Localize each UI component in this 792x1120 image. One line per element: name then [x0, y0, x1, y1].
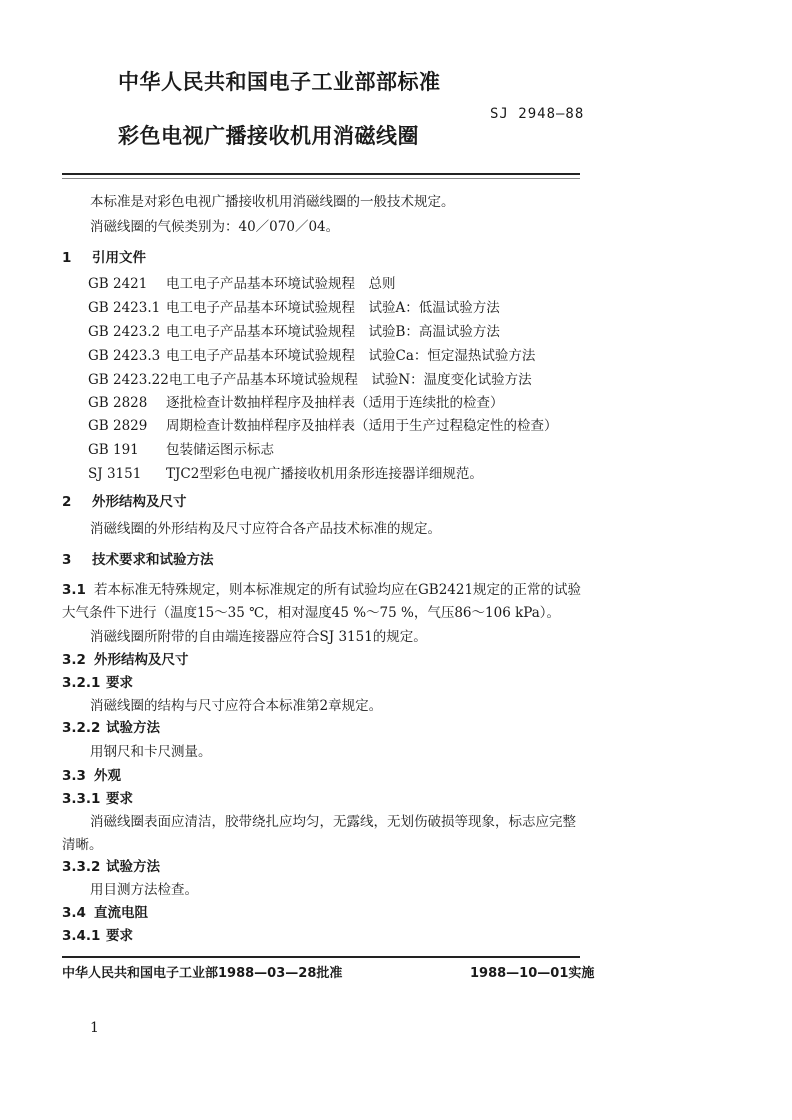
clause-number: 3.2.2	[62, 720, 101, 736]
reference-item	[88, 368, 532, 388]
reference-title: 逐批检查计数抽样程序及抽样表（适用于连续批的检查）	[166, 395, 504, 411]
reference-title: 电工电子产品基本环境试验规程 试验A：低温试验方法	[166, 300, 500, 316]
section-number: 2	[62, 494, 72, 510]
clause-3-4-1-heading	[62, 924, 133, 944]
reference-item	[88, 391, 504, 411]
header-rule-thin	[62, 178, 580, 179]
clause-text: 若本标准无特殊规定，则本标准规定的所有试验均应在GB2421规定的正常的试验	[94, 582, 582, 598]
clause-number: 3.4	[62, 905, 86, 921]
reference-item	[88, 296, 500, 316]
clause-number: 3.3.1	[62, 791, 101, 807]
clause-number: 3.4.1	[62, 928, 101, 944]
reference-code: GB 2423.22	[88, 372, 169, 388]
section-title: 外形结构及尺寸	[92, 494, 187, 510]
document-title: 彩色电视广播接收机用消磁线圈	[118, 124, 419, 148]
clause-3-4-heading	[62, 901, 148, 921]
reference-title: 电工电子产品基本环境试验规程 试验Ca：恒定湿热试验方法	[166, 348, 536, 364]
clause-3-2-1-heading	[62, 671, 133, 691]
section-2-text: 消磁线圈的外形结构及尺寸应符合各产品技术标准的规定。	[90, 521, 441, 537]
standard-number: SJ 2948—88	[490, 106, 585, 122]
clause-3-3-2-heading	[62, 855, 160, 875]
reference-title: 包装储运图示标志	[166, 442, 274, 458]
section-1-heading	[62, 246, 146, 266]
reference-code: SJ 3151	[88, 466, 142, 482]
approval-statement: 中华人民共和国电子工业部1988—03—28批准	[62, 966, 343, 981]
section-number: 3	[62, 552, 72, 568]
reference-item	[88, 462, 483, 482]
reference-code: GB 191	[88, 442, 139, 458]
section-title: 技术要求和试验方法	[92, 552, 214, 568]
clause-title: 试验方法	[106, 720, 160, 736]
reference-code: GB 2423.2	[88, 324, 161, 340]
clause-number: 3.1	[62, 582, 86, 598]
intro-line-2: 消磁线圈的气候类别为：40／070／04。	[90, 219, 340, 235]
reference-item	[88, 320, 500, 340]
reference-title: 周期检查计数抽样程序及抽样表（适用于生产过程稳定性的检查）	[166, 418, 558, 434]
reference-item	[88, 272, 396, 292]
clause-number: 3.3.2	[62, 859, 101, 875]
clause-3-3-1-line-1: 消磁线圈表面应清洁，胶带绕扎应均匀，无露线，无划伤破损等现象，标志应完整	[90, 814, 576, 830]
clause-3-2-2-text: 用钢尺和卡尺测量。	[90, 744, 212, 760]
clause-3-1-line-3: 消磁线圈所附带的自由端连接器应符合SJ 3151的规定。	[90, 629, 427, 645]
clause-3-3-heading	[62, 764, 121, 784]
section-title: 引用文件	[92, 250, 146, 266]
clause-3-2-1-text: 消磁线圈的结构与尺寸应符合本标准第2章规定。	[90, 698, 383, 714]
clause-title: 直流电阻	[94, 905, 148, 921]
reference-code: GB 2423.1	[88, 300, 161, 316]
clause-title: 试验方法	[106, 859, 160, 875]
clause-3-2-2-heading	[62, 716, 160, 736]
footer-rule	[62, 956, 580, 958]
reference-title: TJC2型彩色电视广播接收机用条形连接器详细规范。	[166, 466, 483, 482]
header-rule-thick	[62, 173, 580, 175]
reference-code: GB 2421	[88, 276, 148, 292]
reference-item	[88, 344, 535, 364]
clause-3-3-1-heading	[62, 787, 133, 807]
clause-3-1-line-2: 大气条件下进行（温度15～35 ℃，相对湿度45 %～75 %，气压86～106 kPa）。	[62, 605, 561, 621]
clause-3-1-line-1	[62, 578, 581, 598]
effective-date: 1988—10—01实施	[470, 966, 595, 981]
reference-item	[88, 414, 558, 434]
reference-code: GB 2829	[88, 418, 148, 434]
section-number: 1	[62, 250, 72, 266]
reference-item	[88, 438, 274, 458]
clause-title: 要求	[106, 928, 133, 944]
clause-number: 3.2.1	[62, 675, 101, 691]
clause-3-3-1-line-2: 清晰。	[62, 837, 103, 853]
reference-code: GB 2828	[88, 395, 148, 411]
clause-3-2-heading	[62, 648, 189, 668]
clause-title: 外观	[94, 768, 121, 784]
clause-number: 3.3	[62, 768, 86, 784]
clause-title: 要求	[106, 791, 133, 807]
section-3-heading	[62, 548, 214, 568]
issuing-organization: 中华人民共和国电子工业部部标准	[118, 70, 441, 94]
clause-number: 3.2	[62, 652, 86, 668]
intro-line-1: 本标准是对彩色电视广播接收机用消磁线圈的一般技术规定。	[90, 194, 455, 210]
clause-title: 外形结构及尺寸	[94, 652, 189, 668]
page-number: 1	[90, 1020, 99, 1036]
reference-code: GB 2423.3	[88, 348, 161, 364]
reference-title: 电工电子产品基本环境试验规程 试验B：高温试验方法	[166, 324, 500, 340]
clause-title: 要求	[106, 675, 133, 691]
reference-title: 电工电子产品基本环境试验规程 总则	[166, 276, 396, 292]
section-2-heading	[62, 490, 187, 510]
clause-3-3-2-text: 用目测方法检查。	[90, 882, 198, 898]
reference-title: 电工电子产品基本环境试验规程 试验N：温度变化试验方法	[168, 372, 532, 388]
